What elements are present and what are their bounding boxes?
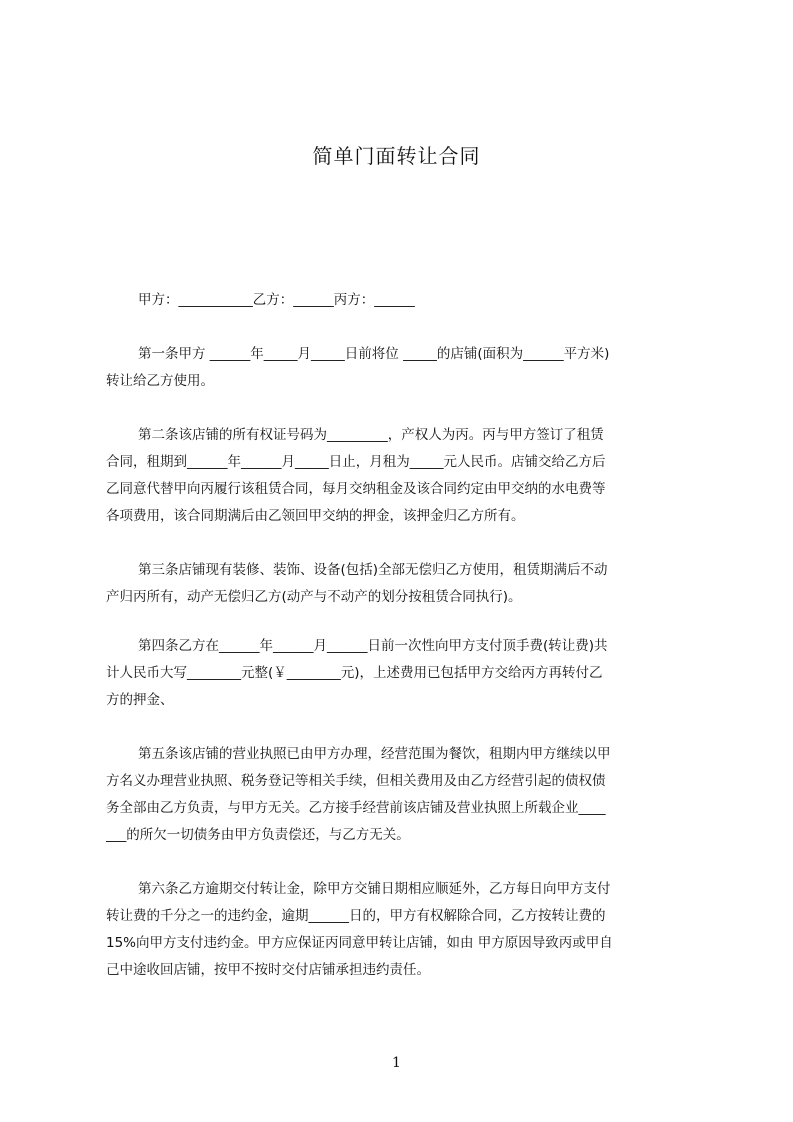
- article-5-line-1: 第五条该店铺的营业执照已由甲方办理，经营范围为餐饮，租期内甲方继续以甲: [138, 746, 611, 762]
- article-2-line-4: 各项费用，该合同期满后由乙领回甲交纳的押金，该押金归乙方所有。: [106, 508, 525, 524]
- page-number: 1: [392, 1055, 401, 1071]
- article-2-line-1: 第二条该店铺的所有权证号码为_________，产权人为丙。丙与甲方签订了租赁: [138, 427, 604, 443]
- parties-line: 甲方：___________乙方：______丙方：______: [138, 292, 415, 308]
- article-2-line-3: 乙同意代替甲向丙履行该租赁合同，每月交纳租金及该合同约定由甲交纳的水电费等: [106, 481, 606, 497]
- article-6-line-3: 15%向甲方支付违约金。甲方应保证丙同意甲转让店铺，如由 甲方原因导致丙或甲自: [106, 935, 613, 951]
- article-5-line-3: 务全部由乙方负责，与甲方无关。乙方接手经营前该店铺及营业执照上所载企业____: [106, 800, 606, 816]
- article-3-line-2: 产归丙所有，动产无偿归乙方(动产与不动产的划分按租赁合同执行)。: [106, 589, 522, 605]
- article-6-line-1: 第六条乙方逾期交付转让金，除甲方交铺日期相应顺延外，乙方每日向甲方支付: [138, 881, 611, 897]
- article-3-line-1: 第三条店铺现有装修、装饰、设备(包括)全部无偿归乙方使用，租赁期满后不动: [138, 562, 608, 578]
- article-6-line-2: 转让费的千分之一的违约金，逾期______日的，甲方有权解除合同，乙方按转让费的: [106, 908, 606, 924]
- page-title: 简单门面转让合同: [312, 144, 481, 168]
- article-1-line-2: 转让给乙方使用。: [106, 373, 214, 389]
- article-5-line-4: ___的所欠一切债务由甲方负责偿还，与乙方无关。: [106, 827, 410, 843]
- article-5-line-2: 方名义办理营业执照、税务登记等相关手续，但相关费用及由乙方经营引起的债权债: [106, 773, 606, 789]
- article-1-line-1: 第一条甲方 ______年_____月_____日前将位 _____的店铺(面积为______平方米): [138, 346, 610, 362]
- article-4-line-2: 计人民币大写________元整(￥________元)，上述费用已包括甲方交给丙方再转付乙: [106, 665, 603, 681]
- article-6-line-4: 己中途收回店铺，按甲不按时交付店铺承担违约责任。: [106, 962, 430, 978]
- article-2-line-2: 合同，租期到______年______月_____日止，月租为_____元人民币。店铺交给乙方后: [106, 454, 606, 470]
- article-4-line-3: 方的押金、: [106, 692, 174, 708]
- article-4-line-1: 第四条乙方在______年______月______日前一次性向甲方支付顶手费(转让费)共: [138, 638, 608, 654]
